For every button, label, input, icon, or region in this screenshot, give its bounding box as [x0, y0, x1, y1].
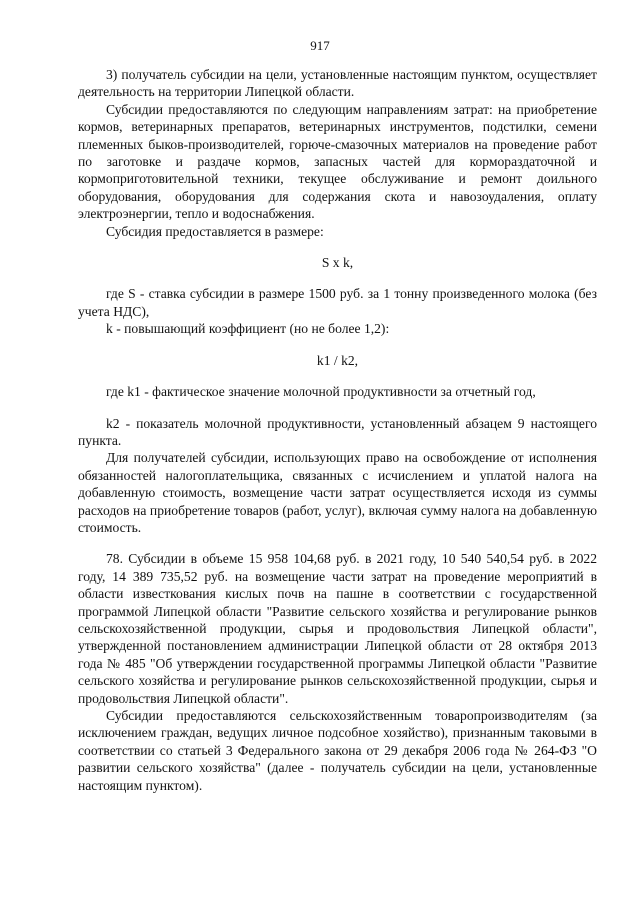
paragraph-item-78: 78. Субсидии в объеме 15 958 104,68 руб. в 2021 году, 10 540 540,54 руб. в 2022 году, 14 389 735,52 руб. на возмещение части затрат на проведение мероприятий в области известкования кислых почв на пашне в соответствии с государственной программой Липецкой области "Развитие сельского хозяйства и регулирование рынков сельскохозяйственной продукции, сырья и продовольствия Липецкой области", утвержденной постановлением администрации Липецкой области от 28 октября 2013 года № 485 "Об утверждении государственной программы Липецкой области "Развитие сельского хозяйства и регулирование рынков сельскохозяйственной продукции, сырья и продовольствия Липецкой области".	[78, 551, 597, 706]
paragraph-cost-directions: Субсидии предоставляются по следующим направлениям затрат: на приобретение кормов, ветеринарных препаратов, ветеринарных инструментов, подстилки, семени племенных быков-производителей, горюче-смазочных материалов на проведение работ по заготовке и раздаче кормов, запасных частей для кормораздаточной и кормоприготовительной техники, текущее обслуживание и ремонт доильного оборудования, оборудования для содержания скота и навозоудаления, оплату электроэнергии, тепло и водоснабжения.	[78, 101, 597, 222]
paragraph-recipients-definition: Субсидии предоставляются сельскохозяйственным товаропроизводителям (за исключением граждан, ведущих личное подсобное хозяйство), признанным таковыми в соответствии со статьей 3 Федерального закона от 29 декабря 2006 года № 264-ФЗ "О развитии сельского хозяйства" (далее - получатель субсидии на цели, установленные настоящим пунктом).	[78, 708, 597, 793]
paragraph-k1-definition: где k1 - фактическое значение молочной продуктивности за отчетный год,	[106, 384, 536, 400]
document-body	[78, 66, 597, 794]
formula-s-times-k: S x k,	[321, 255, 354, 271]
formula-k1-over-k2: k1 / k2,	[316, 352, 359, 368]
paragraph-k-definition: k - повышающий коэффициент (но не более 1,2):	[106, 321, 390, 337]
paragraph-s-definition: где S - ставка субсидии в размере 1500 руб. за 1 тонну произведенного молока (без учета НДС),	[78, 286, 597, 319]
paragraph-k2-definition: k2 - показатель молочной продуктивности, установленный абзацем 9 настоящего пункта.	[78, 415, 597, 448]
paragraph-recipient-condition: 3) получатель субсидии на цели, установленные настоящим пунктом, осуществляет деятельность на территории Липецкой области.	[78, 67, 597, 100]
page-number: 917	[310, 38, 330, 53]
paragraph-vat-exemption: Для получателей субсидии, использующих право на освобождение от исполнения обязанностей налогоплательщика, связанных с исчислением и уплатой налога на добавленную стоимость, возмещение части затрат осуществляется исходя из суммы расходов на приобретение товаров (работ, услуг), включая сумму налога на добавленную стоимость.	[78, 450, 597, 535]
paragraph-subsidy-size: Субсидия предоставляется в размере:	[106, 223, 324, 239]
